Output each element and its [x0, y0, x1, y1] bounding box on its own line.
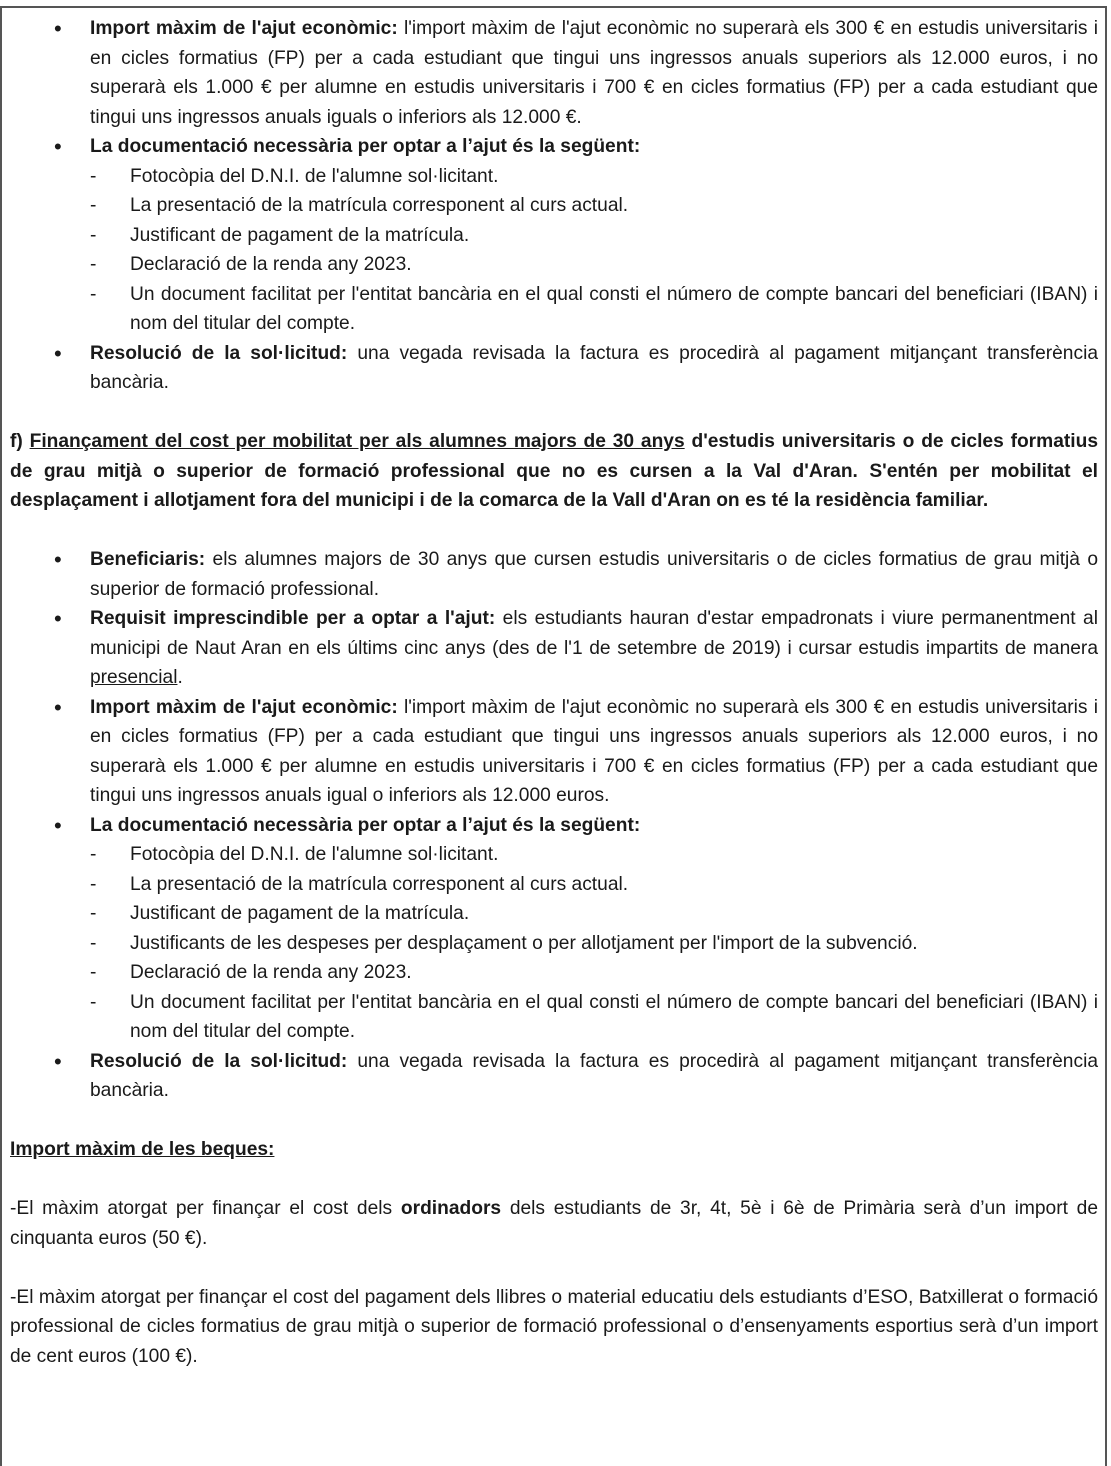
doc-item: - Un document facilitat per l'entitat bancària en el qual consti el número de compte bancari del beneficiari (IBAN) i nom del titular del compte.	[10, 988, 1098, 1047]
requisit-label: Requisit imprescindible per a optar a l'ajut:	[90, 608, 496, 629]
beques-p1-start: -El màxim atorgat per finançar el cost dels	[10, 1198, 401, 1219]
resolution-text: una vegada revisada la factura es procedirà al pagament mitjançant transferència bancària.	[90, 342, 1099, 393]
doc-item: - Justificant de pagament de la matrícula.	[10, 221, 1098, 251]
doc-item: - Justificants de les despeses per desplaçament o per allotjament per l'import de la subvenció.	[10, 929, 1098, 959]
bullet-beneficiaris	[10, 545, 1098, 604]
beques-p1-end: dels estudiants de 3r, 4t, 5è i 6è de Primària serà d’un import de cinquanta euros (50 €).	[10, 1198, 1099, 1249]
requisit-text: els estudiants hauran d'estar empadronats i viure permanentment al municipi de Naut Aran en els últims cinc anys (des de l'1 de setembre de 2019) i cursar estudis impartits de manera	[90, 608, 1098, 659]
bullet-documentacio	[10, 132, 1098, 339]
docs-list	[90, 840, 1098, 1047]
bullet-import-maxim	[10, 14, 1098, 132]
doc-item: - Justificant de pagament de la matrícula.	[10, 899, 1098, 929]
import-text: l'import màxim de l'ajut econòmic no superarà els 300 € en estudis universitaris i en cicles formatius (FP) per a cada estudiant que tingui uns ingressos anuals superiors als 12.000 euros, i no superarà els 1.000 € per alumne en estudis universitaris i 700 € en cicles formatius (FP) per a cada estudiant que tingui uns ingressos anuals igual o inferiors als 12.000 euros.	[90, 696, 1099, 806]
doc-item: - Declaració de la renda any 2023.	[10, 250, 1098, 280]
doc-item: - La presentació de la matrícula corresponent al curs actual.	[10, 191, 1098, 221]
beques-p1-bold: ordinadors	[400, 1198, 502, 1219]
requisit-end: .	[177, 667, 183, 688]
section-f-title-underlined: Finançament del cost per mobilitat per als alumnes majors de 30 anys	[29, 431, 685, 452]
beques-heading-text: Import màxim de les beques:	[10, 1139, 275, 1160]
requisit-underlined: presencial	[90, 667, 178, 688]
resolution-label: Resolució de la sol·licitud:	[90, 342, 348, 364]
beques-heading	[10, 1135, 1098, 1165]
doc-item: - Fotocòpia del D.N.I. de l'alumne sol·licitant.	[10, 840, 1098, 870]
bullet-resolucio	[10, 339, 1098, 398]
section-f-prefix: f)	[10, 431, 30, 452]
resolution-label: Resolució de la sol·licitud:	[90, 1050, 348, 1072]
beneficiaris-label: Beneficiaris:	[90, 549, 206, 570]
doc-item: - Un document facilitat per l'entitat bancària en el qual consti el número de compte bancari del beneficiari (IBAN) i nom del titular del compte.	[10, 280, 1098, 339]
import-label: Import màxim de l'ajut econòmic:	[90, 18, 398, 39]
docs-label: La documentació necessària per optar a l’ajut és la següent:	[90, 136, 641, 157]
bullet-resolucio	[10, 1047, 1098, 1106]
bullet-documentacio	[10, 811, 1098, 1047]
doc-item: - Fotocòpia del D.N.I. de l'alumne sol·licitant.	[10, 162, 1098, 192]
doc-item: - Declaració de la renda any 2023.	[10, 958, 1098, 988]
docs-list	[90, 162, 1098, 339]
bullet-requisit	[10, 604, 1098, 693]
section-f-bullets	[10, 545, 1098, 1106]
document-body	[10, 14, 1098, 1371]
docs-label: La documentació necessària per optar a l’ajut és la següent:	[90, 814, 641, 836]
doc-item: - La presentació de la matrícula corresponent al curs actual.	[10, 870, 1098, 900]
import-label: Import màxim de l'ajut econòmic:	[90, 696, 398, 718]
section-e-bullets	[10, 14, 1098, 398]
beques-paragraph-ordinadors	[10, 1194, 1098, 1253]
import-text: l'import màxim de l'ajut econòmic no superarà els 300 € en estudis universitaris i en cicles formatius (FP) per a cada estudiant que tingui uns ingressos anuals superiors als 12.000 euros, i no superarà els 1.000 € per alumne en estudis universitaris i 700 € en cicles formatius (FP) per a cada estudiant que tingui uns ingressos anuals iguals o inferiors als 12.000 €.	[90, 18, 1099, 128]
section-f-heading	[10, 427, 1098, 516]
bullet-import-maxim	[10, 693, 1098, 811]
beques-paragraph-llibres: -El màxim atorgat per finançar el cost del pagament dels llibres o material educatiu dels estudiants d’ESO, Batxillerat o formació professional de cicles formatius de grau mitjà o superior de formació professional o d’ensenyaments esportius serà d’un import de cent euros (100 €).	[10, 1286, 1098, 1367]
resolution-text: una vegada revisada la factura es procedirà al pagament mitjançant transferència bancària.	[90, 1050, 1099, 1101]
beneficiaris-text: els alumnes majors de 30 anys que cursen estudis universitaris o de cicles formatius de grau mitjà o superior de formació professional.	[90, 549, 1098, 600]
section-f-title-rest: d'estudis universitaris o de cicles formatius de grau mitjà o superior de formació professional que no es cursen a la Val d'Aran. S'entén per mobilitat el desplaçament i allotjament fora del municipi i de la comarca de la Vall d'Aran on es té la residència familiar.	[10, 431, 1098, 511]
